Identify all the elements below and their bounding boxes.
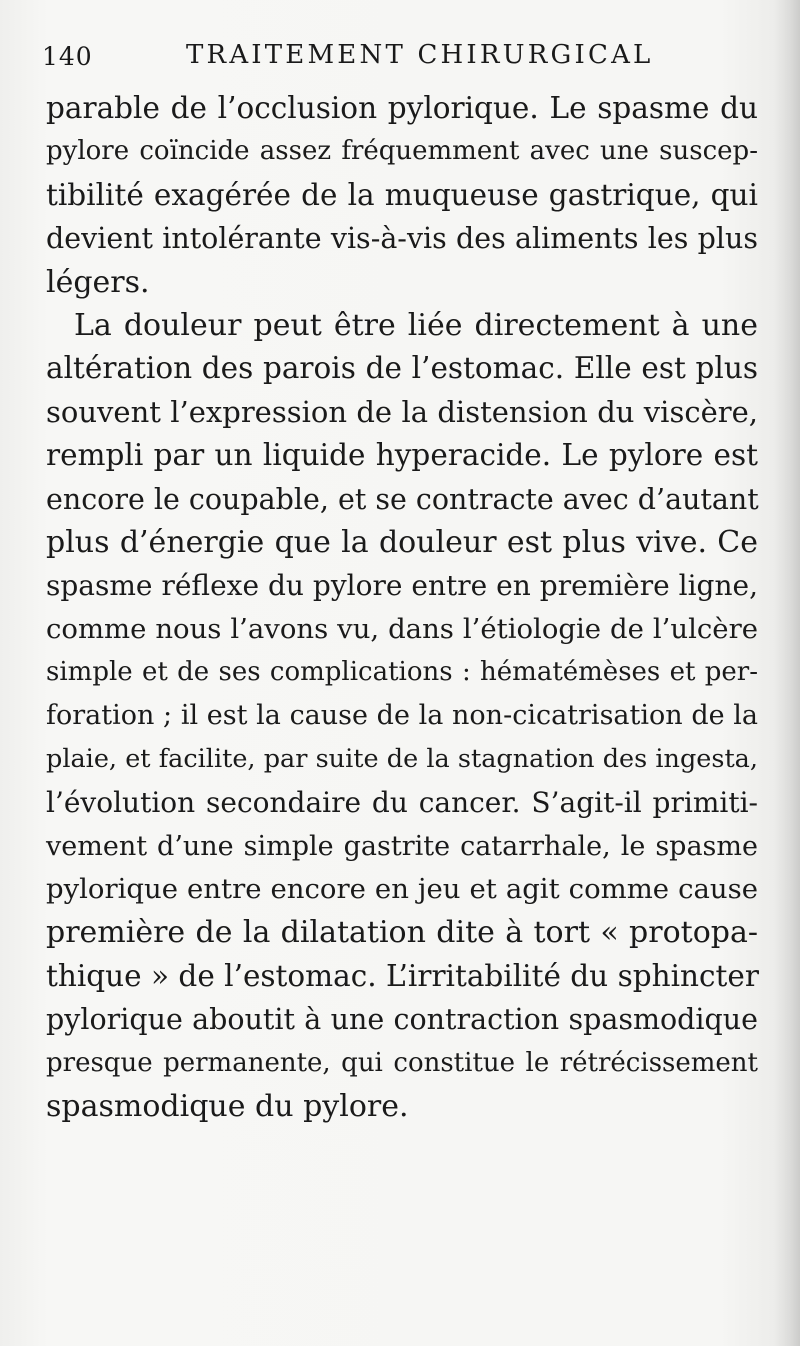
page-header xyxy=(42,38,757,74)
text-line: parable de l’occlusion pylorique. Le spasme du xyxy=(46,91,758,125)
text-line: thique » de l’estomac. L’irritabilité du sphincter xyxy=(46,958,759,993)
running-title: TRAITEMENT CHIRURGICAL xyxy=(186,40,654,70)
paragraph-first-line: La douleur peut être liée directement à une xyxy=(74,307,758,343)
text-line: pylorique aboutit à une contraction spasmodique xyxy=(46,1003,758,1037)
text-line: pylorique entre encore en jeu et agit comme cause xyxy=(46,873,758,906)
body-text xyxy=(46,87,758,1128)
text-line: l’évolution secondaire du cancer. S’agit-il primiti- xyxy=(46,786,758,820)
text-line: foration ; il est la cause de la non-cicatrisation de la xyxy=(46,700,758,732)
text-line: spasmodique du pylore. xyxy=(46,1088,409,1124)
text-line: simple et de ses complications : hématémèses et per- xyxy=(46,657,758,688)
text-line: tibilité exagérée de la muqueuse gastrique, qui xyxy=(46,177,758,212)
text-line: altération des parois de l’estomac. Elle est plus xyxy=(46,351,758,386)
page-number: 140 xyxy=(42,42,93,71)
text-line: vement d’une simple gastrite catarrhale, le spasme xyxy=(46,830,758,862)
text-line: souvent l’expression de la distension du viscère, xyxy=(46,394,758,429)
text-line: plus d’énergie que la douleur est plus vive. Ce xyxy=(46,524,758,560)
text-line: comme nous l’avons vu, dans l’étiologie de l’ulcère xyxy=(46,612,758,645)
text-line: presque permanente, qui constitue le rétrécissement xyxy=(46,1047,758,1078)
text-line: première de la dilatation dite à tort « protopa- xyxy=(46,915,758,951)
text-line: plaie, et facilite, par suite de la stagnation des ingesta, xyxy=(46,743,758,774)
text-line: spasme réflexe du pylore entre en première ligne, xyxy=(46,569,758,603)
text-line: encore le coupable, et se contracte avec d’autant xyxy=(46,482,759,516)
page-edge-shadow xyxy=(774,0,800,1346)
text-line: pylore coïncide assez fréquemment avec une suscep- xyxy=(46,136,758,167)
text-line: légers. xyxy=(46,264,150,300)
text-line: rempli par un liquide hyperacide. Le pylore est xyxy=(46,438,758,473)
text-line: devient intolérante vis-à-vis des aliments les plus xyxy=(46,222,758,256)
